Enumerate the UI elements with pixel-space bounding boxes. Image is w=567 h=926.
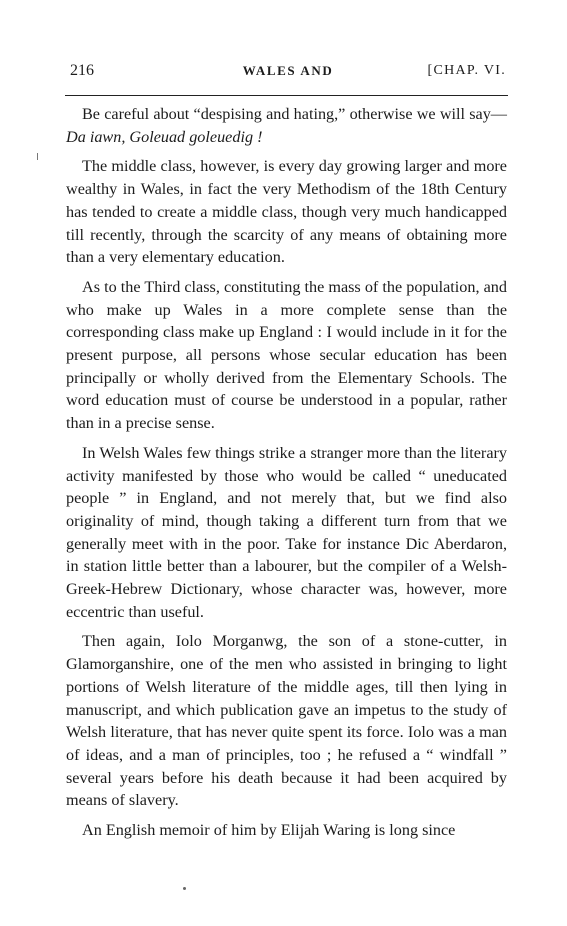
welsh-phrase: Da iawn, Goleuad goleuedig !: [66, 127, 263, 146]
page-number: 216: [70, 62, 94, 79]
margin-mark: [37, 153, 38, 160]
running-head: [70, 60, 506, 82]
paragraph-4: In Welsh Wales few things strike a stranger more than the literary activity manifested by those who would be called “ uneducated people ” in England, and not merely that, but we find also originality of mind, though taking a different turn from that we generally meet with in the poor. Take for instance Dic Aberdaron, in station little better than a labourer, but the compiler of a Welsh-Greek-Hebrew Dictionary, whose character was, however, more eccentric than useful.: [66, 443, 507, 621]
header-rule: [65, 95, 508, 96]
paragraph-5: Then again, Iolo Morganwg, the son of a stone-cutter, in Glamorganshire, one of the men who assisted in bringing to light portions of Welsh literature of the middle ages, till then lying in manuscript, and which publication gave an impetus to the study of Welsh literature, that has never quite spent its force. Iolo was a man of ideas, and a man of principles, too ; he refused a “ windfall ” several years before his death because it had been acquired by means of slavery.: [66, 632, 507, 810]
chapter-reference: [CHAP. VI.: [427, 63, 506, 78]
paragraph-1-text: Be careful about “despising and hating,” otherwise we will say—: [82, 105, 507, 123]
paragraph-6: An English memoir of him by Elijah Waring is long since: [82, 821, 456, 840]
body-text: [66, 103, 507, 842]
paragraph-2: The middle class, however, is every day growing larger and more wealthy in Wales, in fact the very Methodism of the 18th Century has tended to create a middle class, though very much handicapped till recently, through the scarcity of any means of obtaining more than a very elementary education.: [66, 157, 507, 267]
running-title: WALES AND: [242, 63, 334, 78]
print-speck: [183, 887, 186, 890]
paragraph-1: [66, 103, 507, 148]
paragraph-3: As to the Third class, constituting the mass of the population, and who make up Wales in a more complete sense than the corresponding class make up England : I would include in it for the present purpose, all persons whose secular education has been principally or wholly derived from the Elementary Schools. The word education must of course be understood in a popular, rather than in a precise sense.: [66, 277, 507, 433]
